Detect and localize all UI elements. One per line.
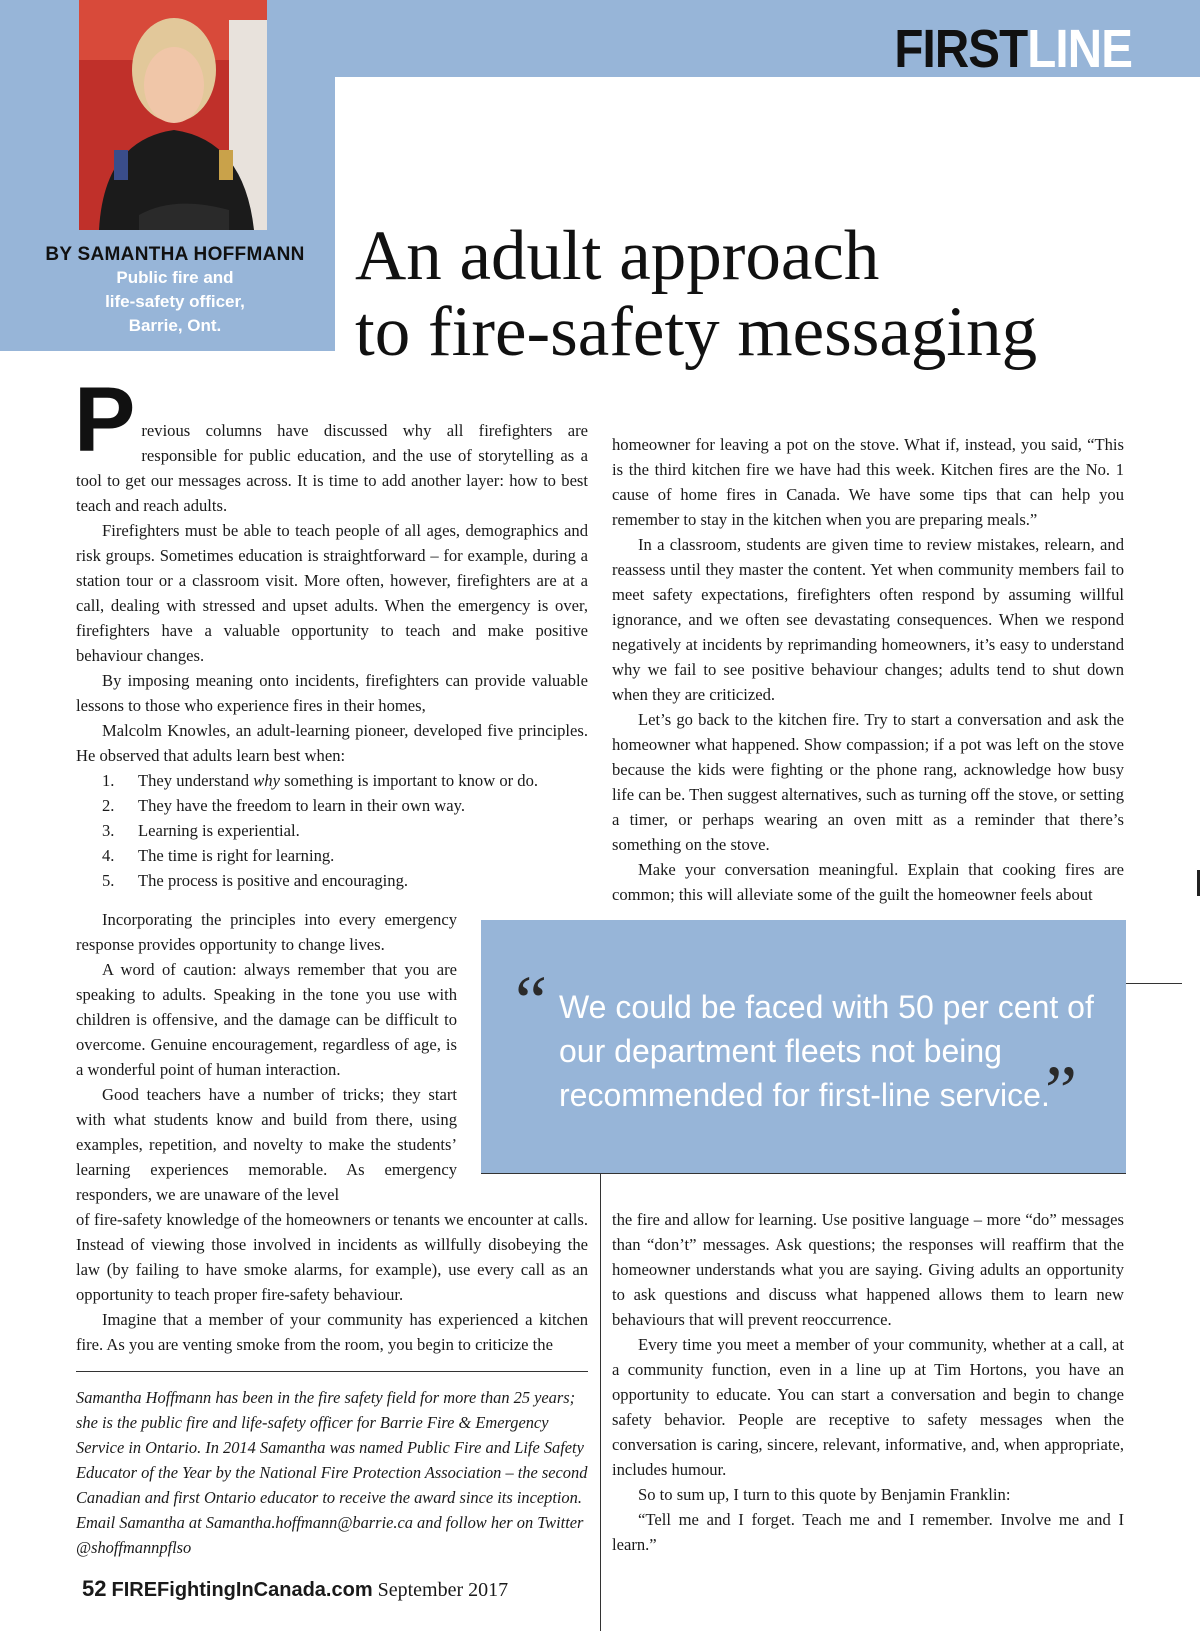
paragraph: Incorporating the principles into every emergency response provides opportunity to change lives. (76, 910, 457, 954)
left-column-top (74, 369, 588, 893)
paragraph: Make your conversation meaningful. Explain that cooking fires are common; this will alleviate some of the guilt the homeowner feels about (612, 860, 1124, 904)
divider (1126, 983, 1182, 984)
paragraph: of fire-safety knowledge of the homeowners or tenants we encounter at calls. Instead of viewing those involved in incidents as willfully disobeying the law (by failing to have smoke alarms, for example), use every call as an opportunity to teach proper fire-safety behaviour. (76, 1210, 588, 1304)
list-number: 5. (102, 871, 115, 890)
list-number: 3. (102, 821, 115, 840)
headline-line-1: An adult approach (355, 217, 880, 295)
close-quote-mark: ” (1045, 1051, 1077, 1131)
list-item (102, 843, 588, 868)
list-number: 1. (102, 771, 115, 790)
list-text: something is important to know or do. (279, 771, 539, 790)
author-role-1: Public fire and (116, 268, 234, 287)
author-photo (79, 0, 267, 230)
publication-site: FIREFightingInCanada.com (111, 1579, 373, 1601)
paragraph: In a classroom, students are given time to review mistakes, relearn, and reassess until they master the content. Yet when community members fail to meet safety expectations, firefighters often respond by assuming willful ignorance, and we often see devastating consequences. When we respond negatively at incidents by reprimanding homeowners, it’s easy to understand why we fail to see positive behaviour changes; adults tend to shut down when they are criticized. (612, 535, 1124, 704)
list-item (102, 868, 588, 893)
column-divider (600, 1173, 601, 1631)
paragraph: “Tell me and I forget. Teach me and I remember. Involve me and I learn.” (612, 1510, 1124, 1554)
right-column-bottom (612, 1207, 1124, 1557)
list-text: The process is positive and encouraging. (138, 871, 409, 890)
author-role-3: Barrie, Ont. (128, 316, 222, 335)
list-number: 4. (102, 846, 115, 865)
paragraph: Good teachers have a number of tricks; they start with what students know and build from there, using examples, repetition, and novelty to make the students’ learning experiences memorable. As emergency responders, we are unaware of the level (76, 1085, 457, 1204)
bio-divider (76, 1371, 588, 1372)
paragraph: A word of caution: always remember that you are speaking to adults. Speaking in the tone you use with children is offensive, and the damage can be difficult to overcome. Genuine encouragement, regardless of age, is a wonderful point of human interaction. (76, 960, 457, 1079)
author-name: BY SAMANTHA HOFFMANN (45, 244, 305, 265)
pull-quote-text: We could be faced with 50 per cent of our department fleets not being recommended for first-line service. (559, 989, 1094, 1113)
list-item (102, 818, 588, 843)
author-role-2: life-safety officer, (105, 292, 245, 311)
headline-line-2: to fire-safety messaging (355, 293, 1038, 371)
paragraph: Let’s go back to the kitchen fire. Try to start a conversation and ask the homeowner what happened. Show compassion; if a pot was left on the stove because the kids were fighting or the phone rang, acknowledge how busy life can be. Then suggest alternatives, such as turning off the stove, or setting a timer, or perhaps wearing an oven mitt as a reminder that there’s something on the stove. (612, 710, 1124, 854)
section-title-part1: FIRST (894, 19, 1028, 79)
paragraph: the fire and allow for learning. Use positive language – more “do” messages than “don’t” messages. Ask questions; the responses will reaffirm that the homeowner understands what you are saying. Giving adults an opportunity to ask questions and discuss what happened allows them to learn new behaviours that will prevent reoccurrence. (612, 1210, 1124, 1329)
paragraph: Firefighters must be able to teach people of all ages, demographics and risk groups. Sometimes education is straightforward – for example, during a station tour or a classroom visit. More often, however, firefighters are at a call, dealing with stressed and upset adults. When the emergency is over, firefighters have a valuable opportunity to teach and make positive behaviour changes. (76, 521, 588, 665)
author-bio: Samantha Hoffmann has been in the fire safety field for more than 25 years; she is the public fire and life-safety officer for Barrie Fire & Emergency Service in Ontario. In 2014 Samantha was named Public Fire and Life Safety Educator of the Year by the National Fire Protection Association – the second Canadian and first Ontario educator to receive the award since its inception. Email Samantha at Samantha.hoffmann@barrie.ca and follow her on Twitter @shoffmannpflso (76, 1388, 588, 1557)
paragraph: So to sum up, I turn to this quote by Benjamin Franklin: (638, 1485, 1011, 1504)
list-number: 2. (102, 796, 115, 815)
section-title-part2: LINE (1027, 19, 1132, 79)
principles-list (76, 768, 588, 893)
paragraph: By imposing meaning onto incidents, firefighters can provide valuable lessons to those who experience fires in their homes, (76, 671, 588, 715)
open-quote-mark: “ (515, 961, 547, 1041)
paragraph: Every time you meet a member of your community, whether at a call, at a community function, even in a line up at Tim Hortons, you have an opportunity to educate. You can start a conversation and begin to change safety behavior. People are receptive to safety messages when the conversation is caring, sincere, relevant, informative, and, when appropriate, includes humour. (612, 1335, 1124, 1479)
paragraph: revious columns have discussed why all firefighters are responsible for public education, and the use of storytelling as a tool to get our messages across. It is time to add another layer: how to best teach and reach adults. (76, 421, 588, 515)
left-column-bottom (76, 1207, 588, 1357)
paragraph: Imagine that a member of your community has experienced a kitchen fire. As you are venting smoke from the room, you begin to criticize the (76, 1310, 588, 1354)
list-text: They have the freedom to learn in their own way. (138, 796, 465, 815)
byline (30, 244, 320, 338)
list-text: Learning is experiential. (138, 821, 300, 840)
paragraph: Malcolm Knowles, an adult-learning pioneer, developed five principles. He observed that adults learn best when: (76, 721, 588, 765)
page-footer (82, 1576, 508, 1602)
issue-date: September 2017 (377, 1579, 509, 1601)
drop-cap: P (74, 369, 136, 471)
paragraph: homeowner for leaving a pot on the stove. What if, instead, you said, “This is the third kitchen fire we have had this week. Kitchen fires are the No. 1 cause of home fires in Canada. We have some tips that can help you remember to stay in the kitchen when you are preparing meals.” (612, 435, 1124, 529)
section-title (894, 19, 1132, 79)
list-text: They understand (138, 771, 254, 790)
article-headline (355, 218, 1175, 370)
list-item (102, 768, 588, 793)
list-emphasis: why (253, 771, 280, 790)
left-column-narrow (76, 907, 457, 1207)
right-column-top (612, 432, 1124, 907)
list-item (102, 793, 588, 818)
page-number: 52 (82, 1576, 107, 1601)
list-text: The time is right for learning. (138, 846, 335, 865)
divider (481, 1173, 1126, 1174)
